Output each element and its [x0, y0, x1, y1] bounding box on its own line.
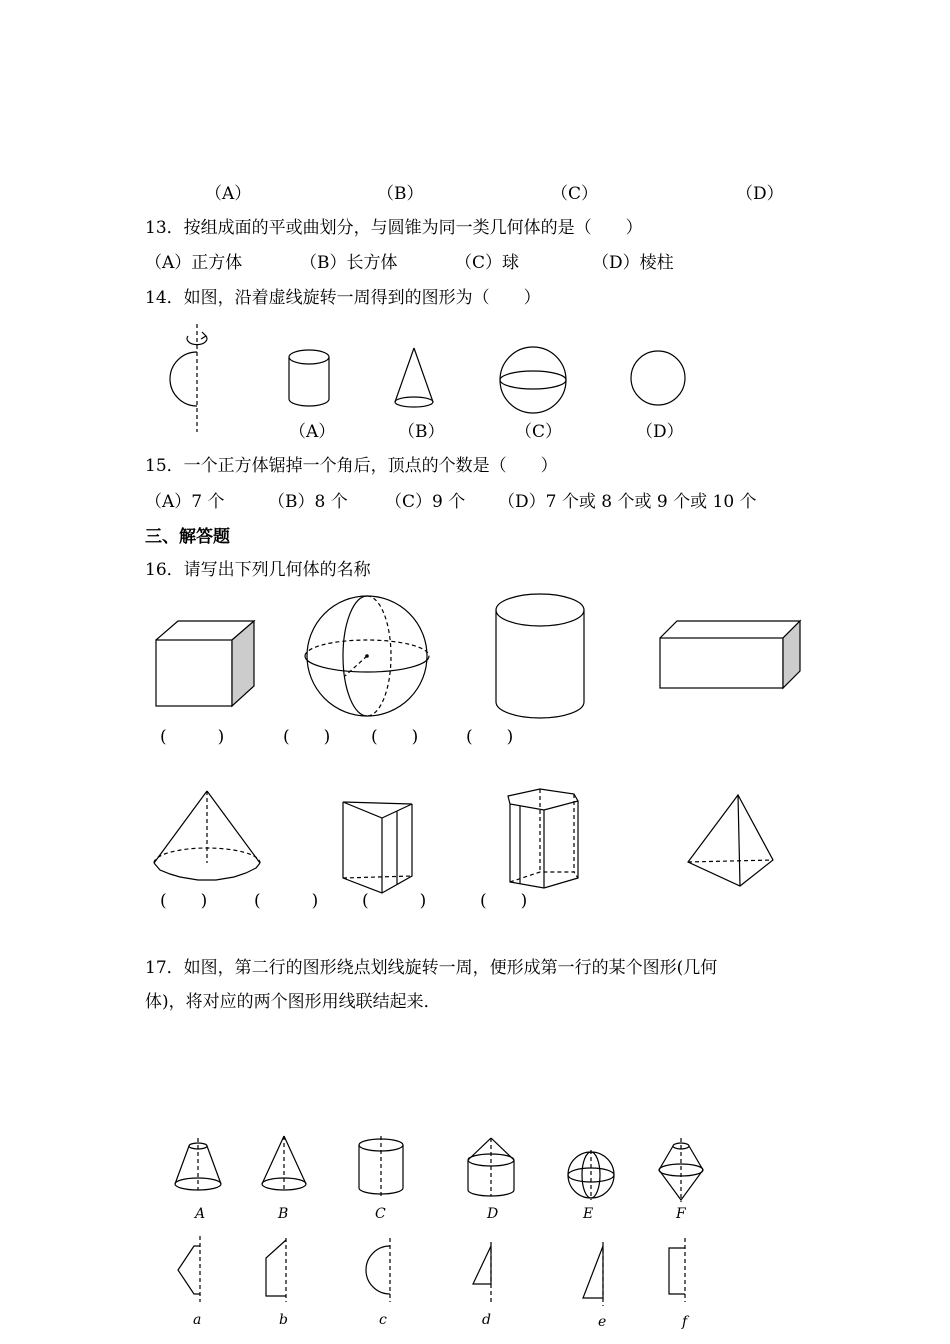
q15-option-d: （D）7 个或 8 个或 9 个或 10 个	[498, 492, 757, 512]
q12-option-b: （B）	[377, 184, 424, 204]
q14-cylinder	[285, 348, 335, 410]
q17-label-F: F	[676, 1206, 686, 1222]
q14-option-b: （B）	[398, 422, 445, 442]
q14-option-d: （D）	[636, 422, 684, 442]
q17-shape-f	[663, 1236, 703, 1306]
q17-label-f: f	[682, 1314, 688, 1330]
q16-sphere	[300, 596, 436, 716]
q17-label-A: A	[195, 1206, 206, 1222]
q14-sphere	[498, 346, 570, 416]
q14-option-a: （A）	[289, 422, 336, 442]
q12-option-d: （D）	[736, 184, 784, 204]
q17-label-d: d	[482, 1312, 491, 1328]
q17-double-cone-f	[655, 1138, 710, 1206]
q13-stem: 13．按组成面的平或曲划分，与圆锥为同一类几何体的是（ ）	[145, 218, 643, 238]
q17-label-e: e	[598, 1314, 607, 1330]
q13-option-a: （A）正方体	[145, 253, 243, 273]
q17-label-E: E	[583, 1206, 594, 1222]
q15-option-b: （B）8 个	[268, 492, 348, 512]
q17-shape-e	[575, 1240, 615, 1310]
q17-label-B: B	[278, 1206, 289, 1222]
q17-shape-b	[258, 1236, 298, 1304]
q17-cone-b	[258, 1134, 313, 1196]
q16-blank-8[interactable]: ( )	[480, 891, 528, 911]
q15-stem: 15．一个正方体锯掉一个角后，顶点的个数是（ ）	[145, 456, 558, 476]
q17-label-a: a	[193, 1312, 202, 1328]
q17-shape-a	[172, 1234, 212, 1304]
q16-blank-2[interactable]: ( )	[283, 727, 331, 747]
q16-hexagonal-prism	[500, 786, 585, 891]
q16-cuboid	[655, 618, 805, 693]
q17-frustum-a	[172, 1138, 227, 1198]
q17-label-c: c	[379, 1312, 387, 1328]
q13-option-d: （D）棱柱	[592, 253, 674, 273]
q16-blank-4[interactable]: ( )	[466, 727, 514, 747]
q16-blank-1[interactable]: ( )	[160, 727, 225, 747]
q16-blank-7[interactable]: ( )	[362, 891, 427, 911]
q17-label-b: b	[279, 1312, 288, 1328]
q17-label-D: D	[487, 1206, 499, 1222]
q17-cylinder-c	[355, 1136, 410, 1198]
q14-circle	[630, 350, 690, 410]
q16-blank-3[interactable]: ( )	[371, 727, 419, 747]
q14-stem: 14．如图，沿着虚线旋转一周得到的图形为（ ）	[145, 288, 541, 308]
q14-half-circle-figure	[160, 322, 220, 437]
q16-blank-5[interactable]: ( )	[160, 891, 208, 911]
q17-sphere-e	[565, 1150, 620, 1202]
q14-option-c: （C）	[515, 422, 563, 442]
q16-cube	[150, 618, 260, 713]
q16-cone	[150, 788, 265, 883]
q15-option-c: （C）9 个	[385, 492, 466, 512]
q13-option-b: （B）长方体	[300, 253, 398, 273]
q14-cone	[392, 346, 440, 411]
q17-stem-line-2: 体)，将对应的两个图形用线联结起来．	[145, 992, 441, 1012]
q17-stem-line-1: 17．如图，第二行的图形绕点划线旋转一周，便形成第一行的某个图形(几何	[145, 958, 718, 978]
q16-triangular-prism	[337, 796, 417, 896]
q13-option-c: （C）球	[455, 253, 520, 273]
q16-pyramid	[683, 792, 778, 892]
q17-label-C: C	[375, 1206, 386, 1222]
section-title: 三、解答题	[145, 527, 230, 547]
q12-option-c: （C）	[551, 184, 599, 204]
q16-stem: 16．请写出下列几何体的名称	[145, 560, 371, 580]
q15-option-a: （A）7 个	[145, 492, 225, 512]
q12-option-a: （A）	[205, 184, 252, 204]
q16-cylinder	[494, 592, 589, 722]
q17-cone-cylinder-d	[462, 1136, 522, 1200]
q17-shape-d	[465, 1242, 505, 1304]
q17-shape-c	[360, 1236, 400, 1304]
q16-blank-6[interactable]: ( )	[254, 891, 319, 911]
